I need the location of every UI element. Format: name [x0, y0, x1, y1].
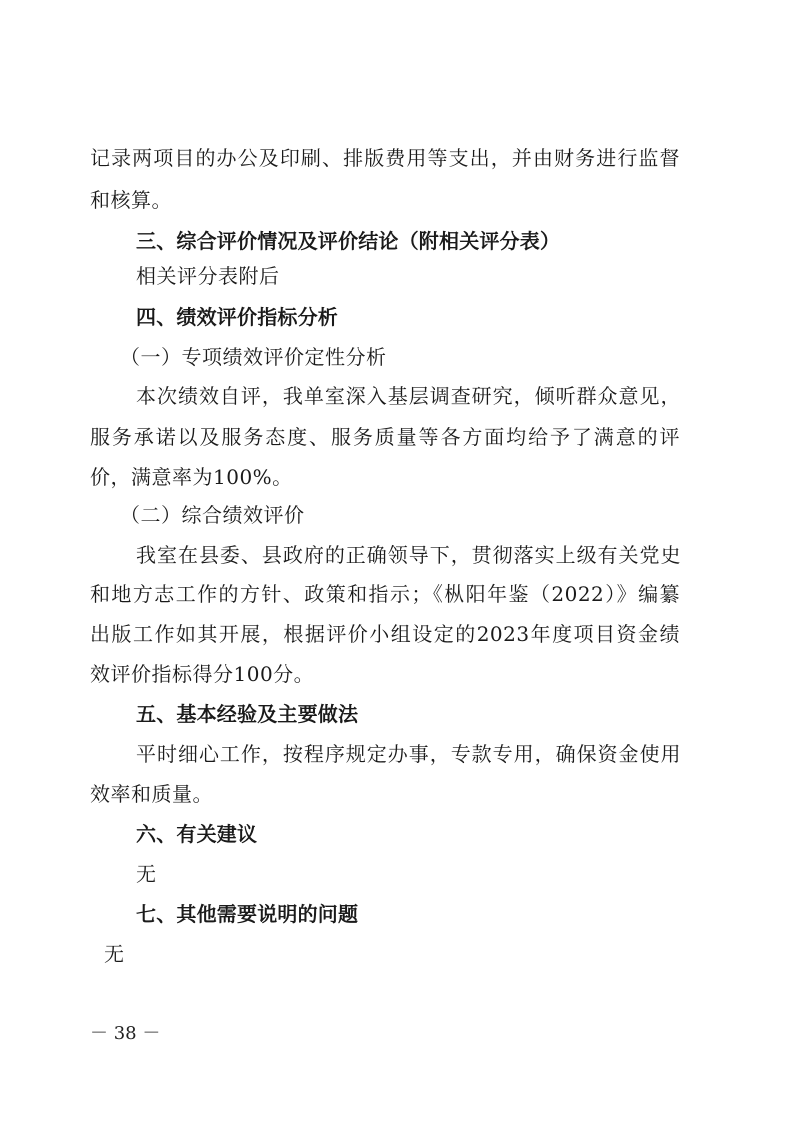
paragraph-line: 无 — [104, 942, 125, 966]
section-heading-7: 七、其他需要说明的问题 — [136, 902, 359, 926]
paragraph-line: 和核算。 — [90, 188, 172, 212]
paragraph-line: 效评价指标得分100分。 — [90, 662, 315, 686]
paragraph-line: 效率和质量。 — [90, 782, 213, 806]
paragraph-line: 本次绩效自评，我单室深入基层调查研究，倾听群众意见， — [136, 384, 681, 408]
subheading-line: （一）专项绩效评价定性分析 — [120, 345, 387, 369]
paragraph-line: 平时细心工作，按程序规定办事，专款专用，确保资金使用 — [136, 742, 681, 766]
subheading-line: （二）综合绩效评价 — [120, 503, 305, 527]
paragraph-line: 我室在县委、县政府的正确领导下，贯彻落实上级有关党史 — [136, 543, 681, 567]
paragraph-line: 出版工作如其开展，根据评价小组设定的2023年度项目资金绩 — [90, 622, 680, 646]
page-number: － 38 － — [90, 1023, 161, 1044]
paragraph-line: 记录两项目的办公及印刷、排版费用等支出，并由财务进行监督 — [90, 146, 680, 170]
paragraph-line: 相关评分表附后 — [136, 264, 280, 288]
section-heading-4: 四、绩效评价指标分析 — [136, 305, 338, 329]
paragraph-line: 无 — [136, 862, 157, 886]
paragraph-line: 服务承诺以及服务态度、服务质量等各方面均给予了满意的评 — [90, 425, 680, 449]
paragraph-line: 价，满意率为100%。 — [90, 465, 293, 489]
section-heading-6: 六、有关建议 — [136, 822, 258, 846]
paragraph-line: 和地方志工作的方针、政策和指示；《枞阳年鉴（2022）》编纂 — [90, 582, 680, 606]
section-heading-5: 五、基本经验及主要做法 — [136, 702, 359, 726]
section-heading-3: 三、综合评价情况及评价结论（附相关评分表） — [136, 229, 561, 253]
